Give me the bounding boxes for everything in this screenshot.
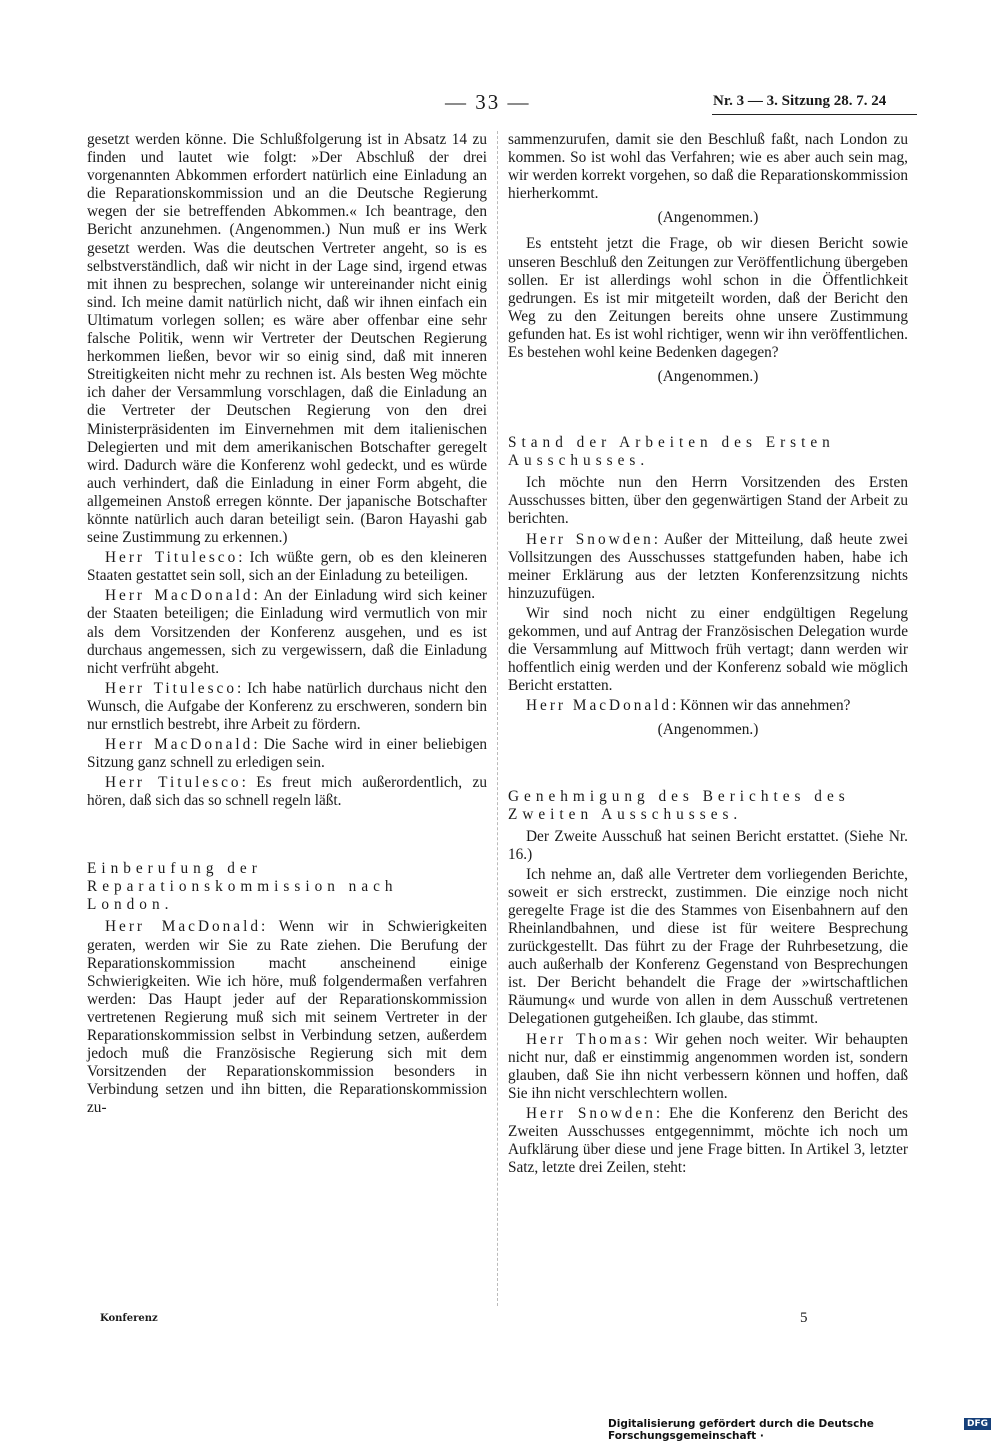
speaker-name: Herr MacDonald — [105, 918, 261, 936]
speech-text: : Können wir das annehmen? — [672, 697, 851, 715]
paragraph: Ich nehme an, daß alle Vertreter dem vorliegenden Berichte, soweit er sich erstreckt, zustimmen. Die einzige noch nicht geregelte Frage ist die des Stammes von Eisenbahnern auf den Rheinlandbahnen, und diese ist für weitere Besprechung zurückgestellt. Das führt zu der Frage der Ruhrbesetzung, die auch außerhalb der Konferenz Gegenstand von Besprechungen ist. Der Bericht behandelt die Frage der »wirtschaftlichen Räumung« und wurde von allen in dem Ausschuß vertretenen Delegationen gutgeheißen. Ich glaube, das stimmt. — [508, 865, 908, 1028]
paragraph: sammenzurufen, damit sie den Beschluß faßt, nach London zu kommen. So ist wohl das Verfahren; wie es aber auch sein mag, wir werden korrekt vorgehen, so daß die Reparationskommission hierherkommt. — [508, 131, 908, 203]
paragraph: Es entsteht jetzt die Frage, ob wir diesen Bericht sowie unseren Beschluß den Zeitungen zur Veröffentlichung übergeben sollen. Er ist allerdings wohl schon in die Öffentlichkeit gedrungen. Es ist mir mitgeteilt worden, daß der Bericht den Weg zu den Zeitungen bereits ohne unsere Zustimmung gefunden hat. Es ist wohl richtiger, wenn wir ihn veröffentlichen. Es bestehen wohl keine Bedenken dagegen? — [508, 235, 908, 362]
footer-page-number: 5 — [800, 1310, 808, 1326]
dfg-logo: DFG — [964, 1418, 991, 1430]
speech-text: : Ich habe natürlich durchaus nicht den Wunsch, die Aufgabe der Konferenz zu erschweren, sondern bin nur ernstlich bestrebt, ihre Arbeit zu fördern. — [87, 679, 487, 733]
speech-text: : Ehe die Konferenz den Bericht des Zweiten Ausschusses entgegennimmt, möchte ich noch um Aufklärung über diese und jene Frage bitten. In Artikel 3, letzter Satz, letzte drei Zeilen, steht: — [508, 1104, 908, 1177]
accepted-note: (Angenommen.) — [657, 209, 759, 227]
speaker-name: Herr Titulesco — [105, 679, 237, 697]
right-column — [508, 131, 908, 1179]
speaker-name: Herr Snowden — [526, 530, 654, 548]
session-header: Nr. 3 — 3. Sitzung 28. 7. 24 — [713, 93, 887, 109]
paragraph — [87, 774, 487, 810]
column-divider — [497, 131, 498, 1306]
paragraph — [508, 531, 908, 603]
page-number: — 33 — — [445, 90, 531, 114]
speech-text: : Die Sache wird in einer beliebigen Sitzung ganz schnell zu erledigen sein. — [87, 736, 488, 772]
section-heading: Einberufung der Reparationskommission nach London. — [87, 860, 398, 914]
paragraph — [87, 549, 487, 585]
paragraph — [508, 1105, 908, 1177]
speaker-name: Herr Snowden — [526, 1104, 656, 1122]
paragraph — [508, 697, 908, 715]
header-rule — [712, 114, 917, 115]
speaker-name: Herr Thomas — [526, 1030, 644, 1048]
section-heading: Genehmigung des Berichtes des Zweiten Ausschusses. — [508, 787, 850, 823]
footer-signature: Konferenz — [100, 1313, 158, 1324]
speech-text: : Außer der Mitteilung, daß heute zwei Vollsitzungen des Ausschusses stattgefunden haben, habe ich meiner Erklärung aus der letzten Konferenzsitzung nichts hinzuzufügen. — [508, 530, 908, 602]
accepted-note: (Angenommen.) — [657, 368, 759, 386]
speech-text: : An der Einladung wird sich keiner der Staaten beteiligen; die Einladung wird vermutlich von mir als dem Vorsitzenden der Konferenz ausgehen, und es ist durchaus angemessen, sich zu vergewissern, daß die Einladung nicht verfrüht abgeht. — [87, 587, 487, 677]
paragraph — [87, 587, 487, 677]
speaker-name: Herr MacDonald — [526, 697, 673, 715]
speaker-name: Herr MacDonald — [105, 587, 254, 605]
paragraph — [508, 1031, 908, 1103]
paragraph — [87, 736, 487, 772]
paragraph — [87, 918, 487, 1117]
speaker-name: Herr Titulesco — [105, 549, 239, 567]
digitization-credit: Digitalisierung gefördert durch die Deutsche Forschungsgemeinschaft · — [608, 1418, 874, 1442]
paragraph: gesetzt werden könne. Die Schlußfolgerung ist in Absatz 14 zu finden und lautet wie folgt: »Der Abschluß der drei vorgenannten Abkommen erfordert natürlich eine Einladung an die Reparationskommission und an die Deutsche Regierung wegen der sie betreffenden Abkommen.« Ich beantrage, den Bericht anzunehmen. (Angenommen.) Nun muß er ins Werk gesetzt werden. Was die deutschen Vertreter angeht, so is es selbstverständlich, daß wir nicht in der Lage sind, irgend etwas mit ihnen zu besprechen, solange wir untereinander nicht einig sind. Ich meine damit natürlich nicht, daß wir ihnen einfach ein Ultimatum vorlegen sollen; es wäre aber offenbar eine sehr falsche Politik, wenn wir Vertreter der Deutschen Regierung herkommen ließen, bevor wir so einig sind, daß mit inneren Streitigkeiten nicht mehr zu rechnen ist. Als besten Weg möchte ich daher der Versammlung vorschlagen, daß die Einladung an die Vertreter der Deutschen Regierung von den drei Ministerpräsidenten im Einvernehmen mit dem italienischen Delegierten und mit dem amerikanischen Botschafter geregelt wird. Dadurch wäre die Konferenz wohl gedeckt, und es würde auch verhindert, daß die Einladung in einer Form abgeht, die allgemeinen Anstoß erregen könnte. Der japanische Botschafter könnte natürlich auch daran beteiligt sein. (Baron Hayashi gab seine Zustimmung zu erkennen.) — [87, 131, 487, 547]
section-heading: Stand der Arbeiten des Ersten Ausschusses. — [508, 434, 835, 470]
paragraph: Der Zweite Ausschuß hat seinen Bericht erstattet. (Siehe Nr. 16.) — [508, 827, 908, 863]
accepted-note: (Angenommen.) — [657, 721, 759, 739]
speaker-name: Herr MacDonald — [105, 736, 254, 754]
paragraph: Ich möchte nun den Herrn Vorsitzenden des Ersten Ausschusses bitten, über den gegenwärtigen Stand der Arbeit zu berichten. — [508, 474, 908, 528]
paragraph — [87, 680, 487, 734]
speaker-name: Herr Titulesco — [105, 774, 242, 792]
paragraph: Wir sind noch nicht zu einer endgültigen Regelung gekommen, und auf Antrag der Französischen Delegation wurde die Versammlung auf Mittwoch früh vertagt; dann werden wir hoffentlich einig werden und der Konferenz sobald wie möglich Bericht erstatten. — [508, 604, 908, 695]
left-column — [87, 131, 487, 1120]
speech-text: : Ich wüßte gern, ob es den kleineren Staaten gestattet sein soll, sich an der Einladung zu beteiligen. — [87, 549, 487, 585]
speech-text: : Wir gehen noch weiter. Wir behaupten nicht nur, daß er einstimmig angenommen worden ist, sondern glauben, daß Sie ihn nicht verbessern können und hoffen, daß Sie ihn nicht verschlechtern wollen. — [508, 1030, 908, 1102]
speech-text: : Wenn wir in Schwierigkeiten geraten, werden wir Sie zu Rate ziehen. Die Berufung der Reparationskommission macht anscheinend einige Schwierigkeiten. Wie ich höre, muß folgendermaßen verfahren werden: Das Haupt jeder auf der Reparationskommission vertretenen Regierung muß sich mit seinem Vertreter in der Reparationskommission selbst in Verbindung setzen, außerdem jedoch muß die Französische Regierung sich mit dem Vorsitzenden der Reparationskommission besonders in Verbindung setzen und ihn bitten, die Reparationskommission zu- — [87, 918, 487, 1117]
speech-text: : Es freut mich außerordentlich, zu hören, daß sich das so schnell regeln läßt. — [87, 774, 487, 810]
